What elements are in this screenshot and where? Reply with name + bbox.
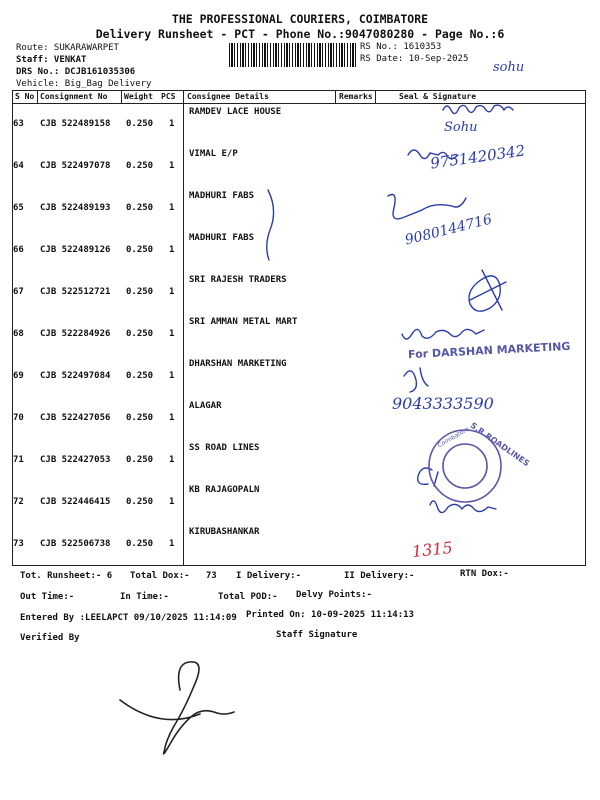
row-consignee: KIRUBASHANKAR [189,527,260,537]
row-pcs: 1 [169,371,175,381]
row-pcs: 1 [169,413,175,423]
signature-phone-66: 9080144716 [403,211,494,249]
staff: Staff: VENKAT [16,55,87,65]
signature-67 [469,270,506,311]
row-sno: 68 [13,329,24,339]
staff-signature-mark [120,662,234,754]
seal-name: S.R.ROADLINES [468,420,532,469]
row-pcs: 1 [169,161,175,171]
col-seal: Seal & Signature [399,92,477,101]
row-pcs: 1 [169,455,175,465]
vehicle: Vehicle: Big_Bag Delivery [16,79,152,89]
row-sno: 65 [13,203,24,213]
company-name: THE PROFESSIONAL COURIERS, COIMBATORE [171,12,429,26]
signature-63 [443,105,513,113]
row-weight: 0.250 [126,497,154,507]
col-consignment: Consignment No [40,92,108,101]
printed-on: Printed On: 10-09-2025 11:14:13 [246,610,414,620]
row-pcs: 1 [169,245,175,255]
entered-by: Entered By :LEELAPCT 09/10/2025 11:14:09 [20,613,237,623]
row-consignment: CJB 522284926 [40,329,111,339]
row-pcs: 1 [169,203,175,213]
runsheet-title: Delivery Runsheet - PCT - Phone No.:9047080280 - Page No.:6 [95,27,505,41]
total-pod: Total POD:- [218,592,278,602]
rtn-dox: RTN Dox:- [460,569,509,579]
row-weight: 0.250 [126,413,154,423]
row-sno: 64 [13,161,24,171]
row-pcs: 1 [169,497,175,507]
col-remarks: Remarks [339,92,373,101]
col-consignee: Consignee Details [187,92,269,101]
rs-number: RS No.: 1610353 [360,42,442,52]
staff-signature-label: Staff Signature [276,630,358,640]
i-delivery: I Delivery:- [236,571,302,581]
row-consignment: CJB 522512721 [40,287,111,297]
row-consignment: CJB 522427053 [40,455,111,465]
row-consignee: VIMAL E/P [189,149,238,159]
row-consignee: SRI AMMAN METAL MART [189,317,298,327]
corner-note: sohu [493,60,525,75]
dharshan-stamp: For DARSHAN MARKETING [407,339,571,362]
row-consignee: MADHURI FABS [189,233,255,243]
verified-by: Verified By [20,633,80,643]
row-consignee: ALAGAR [189,401,222,411]
drs-number: DRS No.: DCJB161035306 [16,67,136,77]
row-sno: 72 [13,497,24,507]
row-weight: 0.250 [126,455,154,465]
row-consignment: CJB 522489193 [40,203,111,213]
signature-68 [402,329,484,339]
signature-note-63: Sohu [444,120,478,135]
signature-phone-64: 9751420342 [429,141,527,173]
bracket-mark [267,190,274,260]
row-weight: 0.250 [126,287,154,297]
seal-city: Coimbatore [436,425,471,450]
row-sno: 63 [13,119,24,129]
row-sno: 70 [13,413,24,423]
row-consignment: CJB 522446415 [40,497,111,507]
row-pcs: 1 [169,539,175,549]
col-sno: S No [15,92,35,101]
row-consignee: DHARSHAN MARKETING [189,359,287,369]
row-sno: 73 [13,539,24,549]
row-weight: 0.250 [126,539,154,549]
row-consignment: CJB 522497078 [40,161,111,171]
delivery-points: Delvy Points:- [296,590,372,600]
row-consignment: CJB 522506738 [40,539,111,549]
row-consignment: CJB 522497084 [40,371,111,381]
row-weight: 0.250 [126,371,154,381]
row-weight: 0.250 [126,161,154,171]
total-dox: Total Dox:- 73 [130,571,217,581]
total-runsheet: Tot. Runsheet:- 6 [20,571,113,581]
row-consignee: SS ROAD LINES [189,443,260,453]
signature-69 [404,368,428,392]
row-sno: 66 [13,245,24,255]
col-weight: Weight [124,92,153,101]
row-weight: 0.250 [126,329,154,339]
row-pcs: 1 [169,119,175,129]
route: Route: SUKARAWARPET [16,43,119,53]
row-consignment: CJB 522489158 [40,119,111,129]
out-time: Out Time:- [20,592,75,602]
signature-65 [388,195,466,219]
row-consignee: RAMDEV LACE HOUSE [189,107,282,117]
ii-delivery: II Delivery:- [344,571,415,581]
row-sno: 67 [13,287,24,297]
total-mark: 1315 [411,537,454,562]
row-sno: 69 [13,371,24,381]
row-consignee: KB RAJAGOPALN [189,485,260,495]
in-time: In Time:- [120,592,169,602]
row-pcs: 1 [169,287,175,297]
row-consignee: SRI RAJESH TRADERS [189,275,287,285]
row-consignee: MADHURI FABS [189,191,255,201]
row-consignment: CJB 522489126 [40,245,111,255]
row-sno: 71 [13,455,24,465]
col-pcs: PCS [161,92,176,101]
row-weight: 0.250 [126,245,154,255]
row-consignment: CJB 522427056 [40,413,111,423]
row-weight: 0.250 [126,203,154,213]
signature-71 [418,468,438,486]
rs-date: RS Date: 10-Sep-2025 [360,54,469,64]
signature-phone-70: 9043333590 [392,394,494,413]
row-pcs: 1 [169,329,175,339]
row-weight: 0.250 [126,119,154,129]
seal-inner-ring [443,444,487,488]
